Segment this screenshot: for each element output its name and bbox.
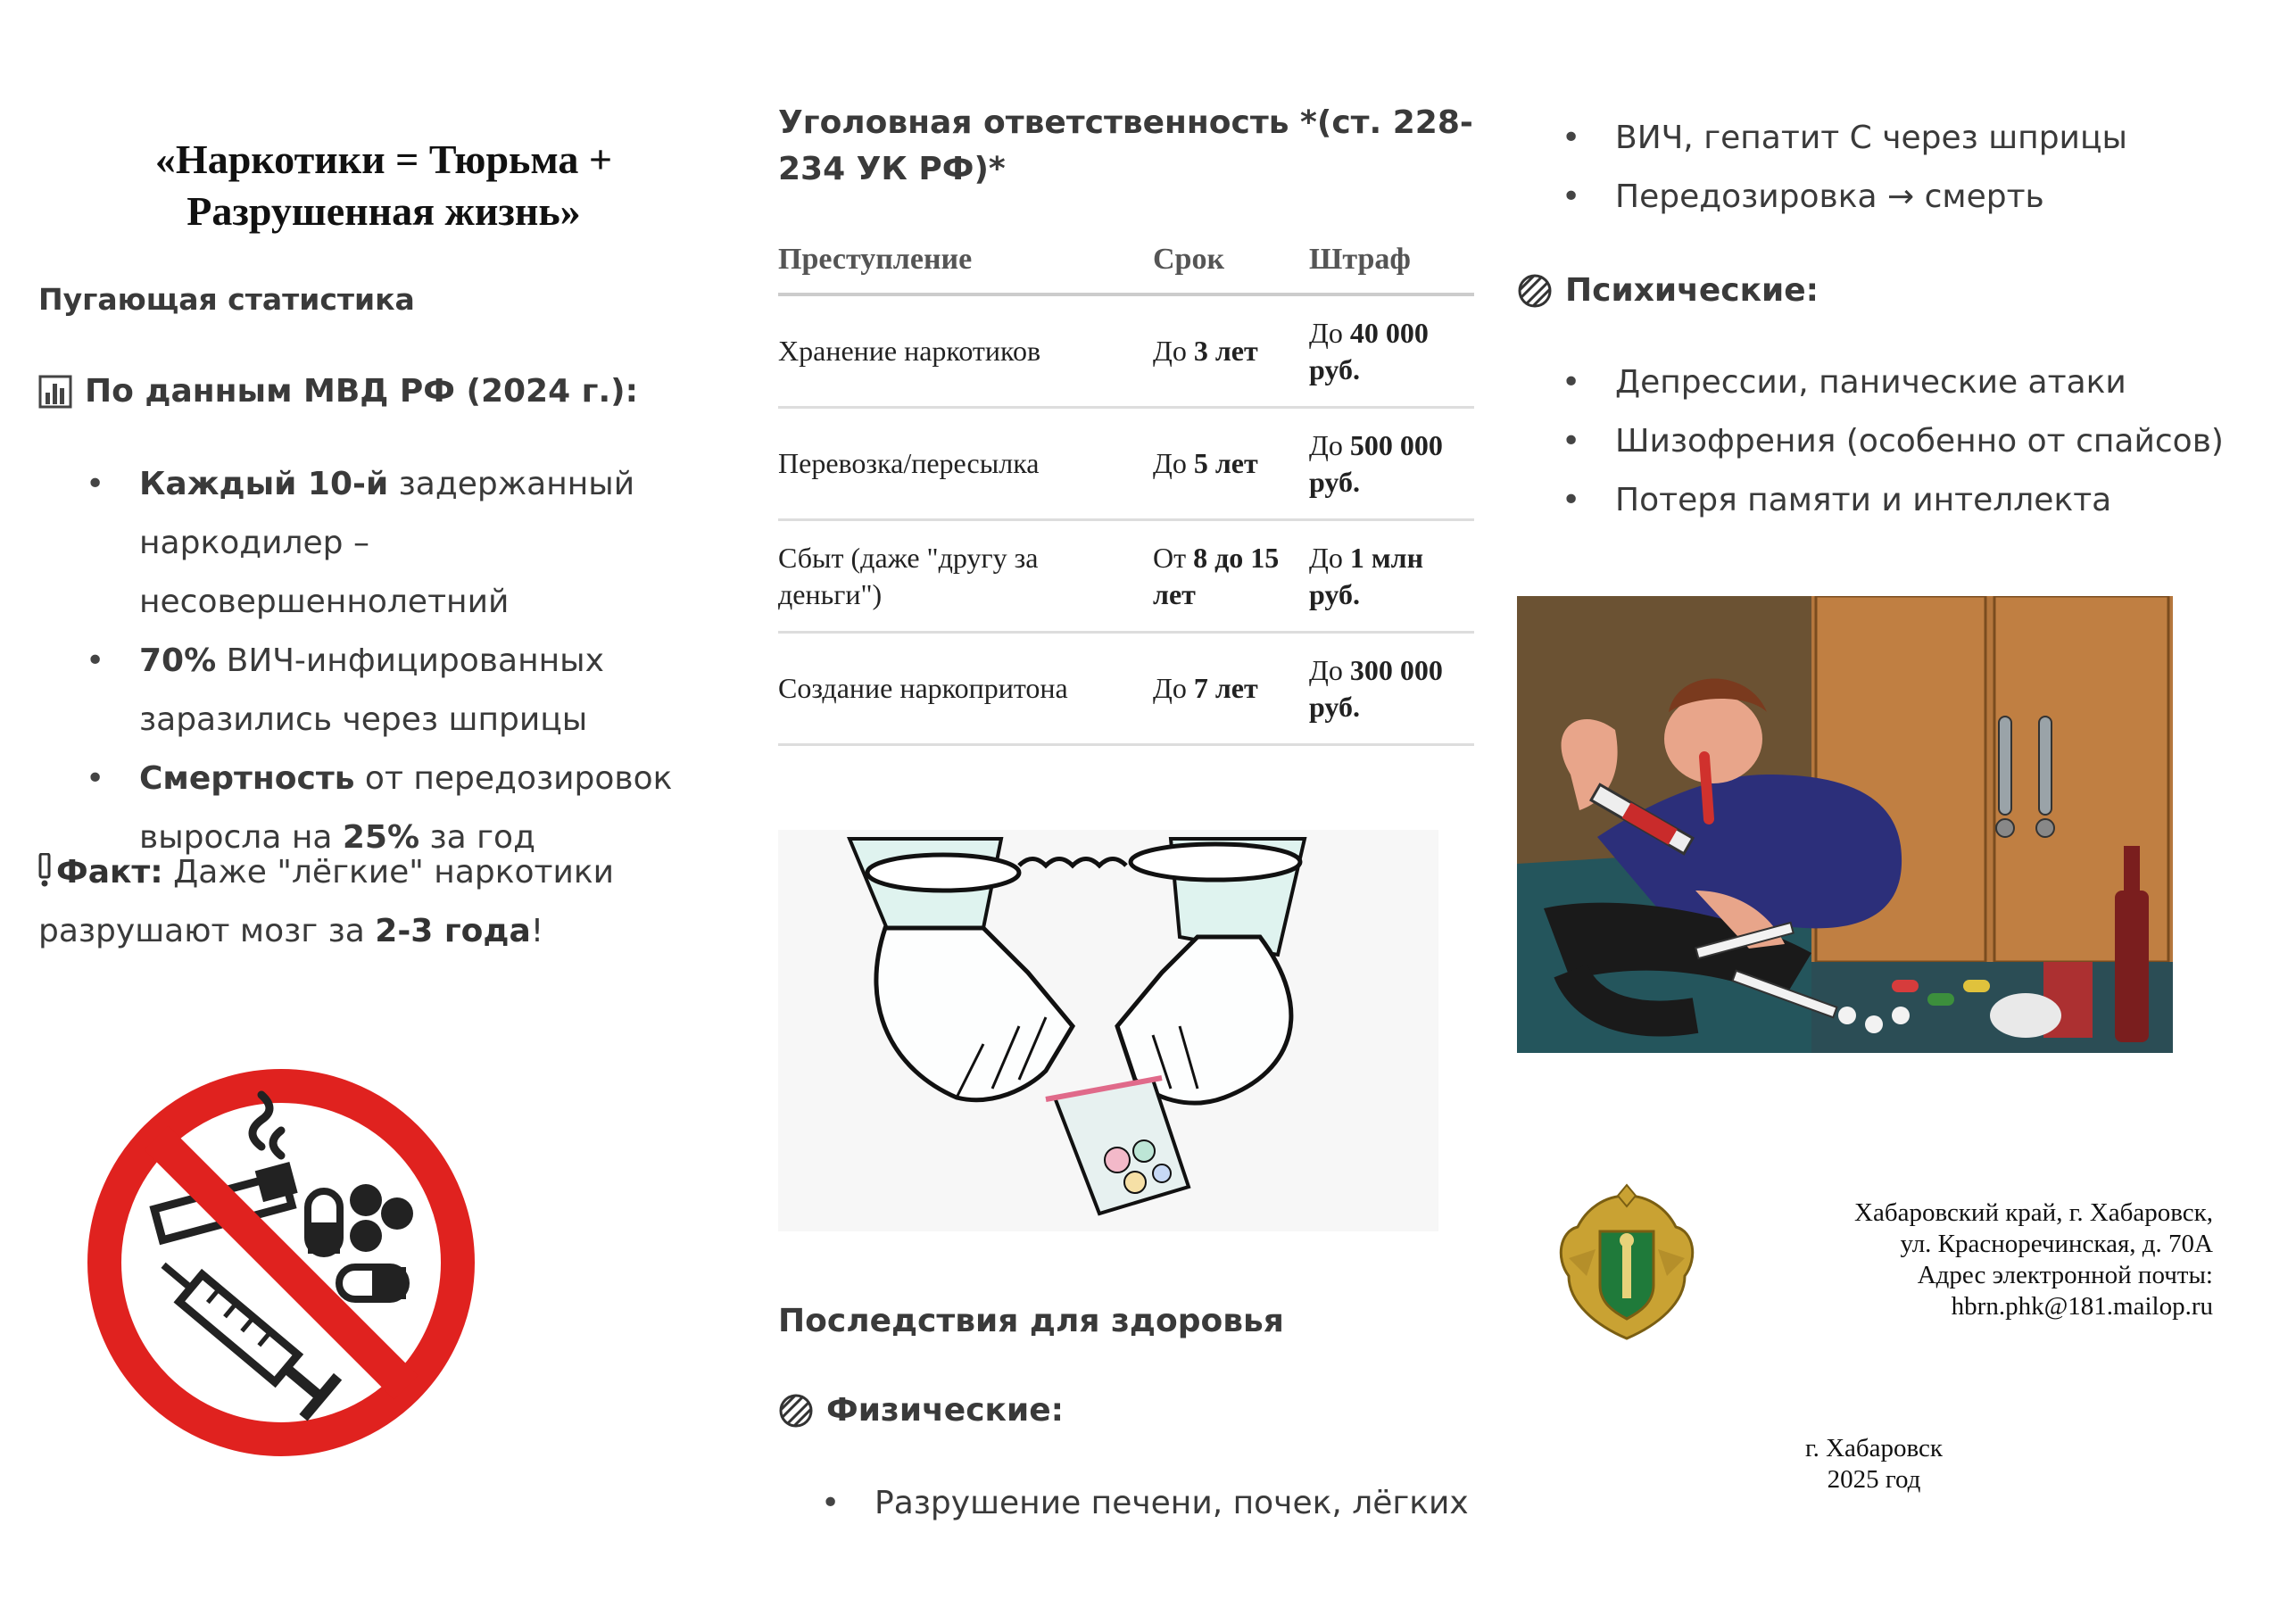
term-prefix: До	[1153, 447, 1194, 479]
column-header: Штраф	[1309, 234, 1474, 294]
table-row	[778, 408, 1474, 520]
term-cell	[1153, 520, 1309, 633]
fact-end: !	[530, 913, 544, 949]
fine-value: 1 млн руб.	[1309, 541, 1424, 610]
contact-address	[1669, 1197, 2213, 1322]
email-address: hbrn.phk@181.mailop.ru	[1951, 1292, 2213, 1321]
crime-cell: Сбыт (даже "другу за деньги")	[778, 520, 1153, 633]
table-row	[778, 633, 1474, 745]
fine-value: 500 000 руб.	[1309, 428, 1443, 498]
term-prefix: От	[1153, 541, 1194, 574]
term-cell	[1153, 633, 1309, 745]
address-line: ул. Красноречинская, д. 70А	[1900, 1230, 2213, 1258]
physical-heading	[778, 1392, 1064, 1429]
mvd-heading	[38, 373, 638, 410]
term-prefix: До	[1153, 672, 1194, 704]
term-value: 3 лет	[1193, 335, 1258, 367]
fact-bold: 2-3 года	[375, 913, 531, 949]
stat-bold: Смертность	[139, 760, 355, 797]
exclamation-icon	[38, 853, 51, 887]
crime-cell: Создание наркопритона	[778, 633, 1153, 745]
physical-heading-text: Физические:	[826, 1392, 1065, 1429]
list-item: • Передозировка → смерть	[1562, 168, 2258, 227]
list-item: • Депрессии, панические атаки	[1562, 353, 2275, 412]
stats-heading: Пугающая статистика	[38, 282, 415, 317]
crime-table-wrap	[778, 234, 1474, 746]
psych-heading-text: Психические:	[1565, 272, 1819, 309]
stat-bold: 25%	[342, 819, 420, 856]
hatched-circle-icon	[778, 1393, 814, 1429]
criminal-heading: Уголовная ответственность *(ст. 228-234 УК РФ)*	[778, 104, 1473, 187]
fact-text: Даже "лёгкие" наркотики разрушают мозг за	[38, 854, 615, 949]
email-label: Адрес электронной почты:	[1917, 1261, 2213, 1289]
bar-chart-icon	[38, 375, 72, 409]
table-row	[778, 520, 1474, 633]
crime-cell: Хранение наркотиков	[778, 294, 1153, 408]
list-item: • ВИЧ, гепатит С через шприцы	[1562, 109, 2258, 168]
fine-cell	[1309, 520, 1474, 633]
fine-prefix: До	[1309, 653, 1350, 686]
psych-heading	[1517, 272, 1819, 309]
physical-list	[821, 1474, 1499, 1533]
no-drugs-sign	[85, 1066, 477, 1459]
drug-addict-illustration	[1517, 596, 2173, 1053]
fact-paragraph	[38, 843, 752, 961]
crime-cell: Перевозка/пересылка	[778, 408, 1153, 520]
term-cell	[1153, 294, 1309, 408]
main-title: «Наркотики = Тюрьма + Разрушенная жизнь»	[154, 137, 613, 234]
fine-prefix: До	[1309, 428, 1350, 461]
fine-cell	[1309, 294, 1474, 408]
fine-cell	[1309, 408, 1474, 520]
handcuffed-hands-illustration	[778, 830, 1438, 1231]
fine-cell	[1309, 633, 1474, 745]
fine-prefix: До	[1309, 541, 1350, 574]
term-value: 7 лет	[1193, 672, 1258, 704]
stat-bold: Каждый 10-й	[139, 466, 389, 502]
term-cell	[1153, 408, 1309, 520]
fact-label: Факт:	[56, 854, 163, 891]
stat-bold: 70%	[139, 642, 217, 679]
mvd-heading-text: По данным МВД РФ (2024 г.):	[85, 373, 639, 410]
stat-text: задержанный наркодилер – несовершеннолетний	[139, 466, 635, 620]
physical-list-continued	[1562, 109, 2258, 227]
psych-list	[1562, 353, 2275, 530]
fine-value: 300 000 руб.	[1309, 653, 1443, 723]
fine-prefix: До	[1309, 316, 1350, 349]
stat-text: от передозировок выросла на	[139, 760, 673, 856]
list-item: • Потеря памяти и интеллекта	[1562, 471, 2275, 530]
stat-text: за год	[419, 819, 535, 856]
list-item	[86, 455, 710, 632]
table-row	[778, 294, 1474, 408]
list-item: • Разрушение печени, почек, лёгких	[821, 1474, 1499, 1533]
term-value: 8 до 15 лет	[1153, 541, 1280, 610]
table-header-row	[778, 234, 1474, 294]
list-item: • Шизофрения (особенно от спайсов)	[1562, 412, 2275, 471]
year-label: 2025 год	[1827, 1465, 1921, 1494]
stats-list	[86, 455, 710, 867]
city-year	[1731, 1433, 2017, 1496]
stat-text: ВИЧ-инфицированных заразились через шприцы	[139, 642, 604, 738]
term-prefix: До	[1153, 335, 1194, 367]
address-line: Хабаровский край, г. Хабаровск,	[1854, 1198, 2213, 1227]
term-value: 5 лет	[1193, 447, 1258, 479]
fine-value: 40 000 руб.	[1309, 316, 1429, 385]
hatched-circle-icon	[1517, 273, 1553, 309]
column-header: Срок	[1153, 234, 1309, 294]
list-item	[86, 632, 710, 750]
city-name: г. Хабаровск	[1804, 1434, 1944, 1462]
health-heading: Последствия для здоровья	[778, 1303, 1284, 1339]
column-header: Преступление	[778, 234, 1153, 294]
crime-table	[778, 234, 1474, 746]
